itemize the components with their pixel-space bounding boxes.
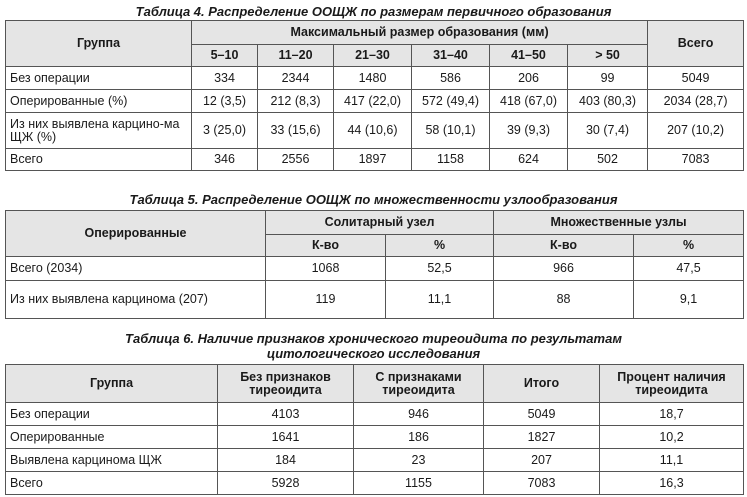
cell: 207: [484, 449, 600, 472]
header-size: 11–20: [258, 45, 334, 67]
cell: 39 (9,3): [490, 113, 568, 149]
table-row: [6, 113, 744, 149]
cell: 3 (25,0): [192, 113, 258, 149]
row-label: Всего (2034): [6, 257, 266, 281]
cell: 5049: [648, 67, 744, 90]
header-total: Итого: [484, 365, 600, 403]
header-percent: %: [386, 235, 494, 257]
header-multiple: Множественные узлы: [494, 211, 744, 235]
table-6-title-line1: Таблица 6. Наличие признаков хронического тиреоидита по результатам: [125, 331, 622, 346]
cell: 1480: [334, 67, 412, 90]
header-percent: %: [634, 235, 744, 257]
table-row: [6, 257, 744, 281]
cell: 334: [192, 67, 258, 90]
table-row: [6, 426, 744, 449]
cell: 58 (10,1): [412, 113, 490, 149]
row-label: Из них выявлена карцино-ма ЩЖ (%): [6, 113, 192, 149]
table-row: [6, 67, 744, 90]
table-row: [6, 149, 744, 171]
header-group: Группа: [6, 365, 218, 403]
cell: 946: [354, 403, 484, 426]
cell: 1827: [484, 426, 600, 449]
cell: 9,1: [634, 281, 744, 319]
cell: 212 (8,3): [258, 90, 334, 113]
cell: 30 (7,4): [568, 113, 648, 149]
cell: 1897: [334, 149, 412, 171]
header-with-thyroiditis: С признаками тиреоидита: [354, 365, 484, 403]
cell: 2556: [258, 149, 334, 171]
cell: 966: [494, 257, 634, 281]
header-thyroiditis-percent: Процент наличия тиреоидита: [600, 365, 744, 403]
cell: 184: [218, 449, 354, 472]
cell: 186: [354, 426, 484, 449]
header-count: К-во: [494, 235, 634, 257]
table-row: [6, 449, 744, 472]
cell: 33 (15,6): [258, 113, 334, 149]
header-max-size: Максимальный размер образования (мм): [192, 21, 648, 45]
cell: 417 (22,0): [334, 90, 412, 113]
cell: 47,5: [634, 257, 744, 281]
cell: 7083: [648, 149, 744, 171]
row-label: Оперированные: [6, 426, 218, 449]
cell: 11,1: [386, 281, 494, 319]
table-6: [5, 364, 744, 495]
cell: 18,7: [600, 403, 744, 426]
cell: 2344: [258, 67, 334, 90]
cell: 88: [494, 281, 634, 319]
table-4: [5, 20, 744, 171]
cell: 44 (10,6): [334, 113, 412, 149]
cell: 207 (10,2): [648, 113, 744, 149]
cell: 5928: [218, 472, 354, 495]
header-operated: Оперированные: [6, 211, 266, 257]
header-count: К-во: [266, 235, 386, 257]
header-total: Всего: [648, 21, 744, 67]
row-label: Выявлена карцинома ЩЖ: [6, 449, 218, 472]
cell: 23: [354, 449, 484, 472]
table-5: [5, 210, 744, 319]
table-6-title: [0, 331, 747, 361]
cell: 572 (49,4): [412, 90, 490, 113]
cell: 403 (80,3): [568, 90, 648, 113]
cell: 11,1: [600, 449, 744, 472]
table-row: [6, 403, 744, 426]
cell: 12 (3,5): [192, 90, 258, 113]
cell: 119: [266, 281, 386, 319]
table-4-title: Таблица 4. Распределение ООЩЖ по размерам первичного образования: [135, 4, 612, 19]
table-row: [6, 90, 744, 113]
header-group: Группа: [6, 21, 192, 67]
cell: 7083: [484, 472, 600, 495]
cell: 1068: [266, 257, 386, 281]
header-no-thyroiditis: Без признаков тиреоидита: [218, 365, 354, 403]
row-label: Без операции: [6, 403, 218, 426]
row-label: Из них выявлена карцинома (207): [6, 281, 266, 319]
row-label: Всего: [6, 472, 218, 495]
table-5-title: Таблица 5. Распределение ООЩЖ по множественности узлообразования: [129, 192, 618, 207]
table-6-title-line2: цитологического исследования: [266, 346, 481, 361]
row-label: Всего: [6, 149, 192, 171]
header-size: 5–10: [192, 45, 258, 67]
cell: 5049: [484, 403, 600, 426]
header-size: 31–40: [412, 45, 490, 67]
cell: 4103: [218, 403, 354, 426]
cell: 99: [568, 67, 648, 90]
cell: 624: [490, 149, 568, 171]
table-row: [6, 472, 744, 495]
cell: 16,3: [600, 472, 744, 495]
cell: 586: [412, 67, 490, 90]
header-solitary: Солитарный узел: [266, 211, 494, 235]
cell: 206: [490, 67, 568, 90]
cell: 1641: [218, 426, 354, 449]
cell: 1158: [412, 149, 490, 171]
row-label: Без операции: [6, 67, 192, 90]
cell: 418 (67,0): [490, 90, 568, 113]
cell: 10,2: [600, 426, 744, 449]
header-size: > 50: [568, 45, 648, 67]
header-size: 41–50: [490, 45, 568, 67]
cell: 52,5: [386, 257, 494, 281]
cell: 346: [192, 149, 258, 171]
table-row: [6, 281, 744, 319]
cell: 1155: [354, 472, 484, 495]
cell: 502: [568, 149, 648, 171]
row-label: Оперированные (%): [6, 90, 192, 113]
header-size: 21–30: [334, 45, 412, 67]
cell: 2034 (28,7): [648, 90, 744, 113]
